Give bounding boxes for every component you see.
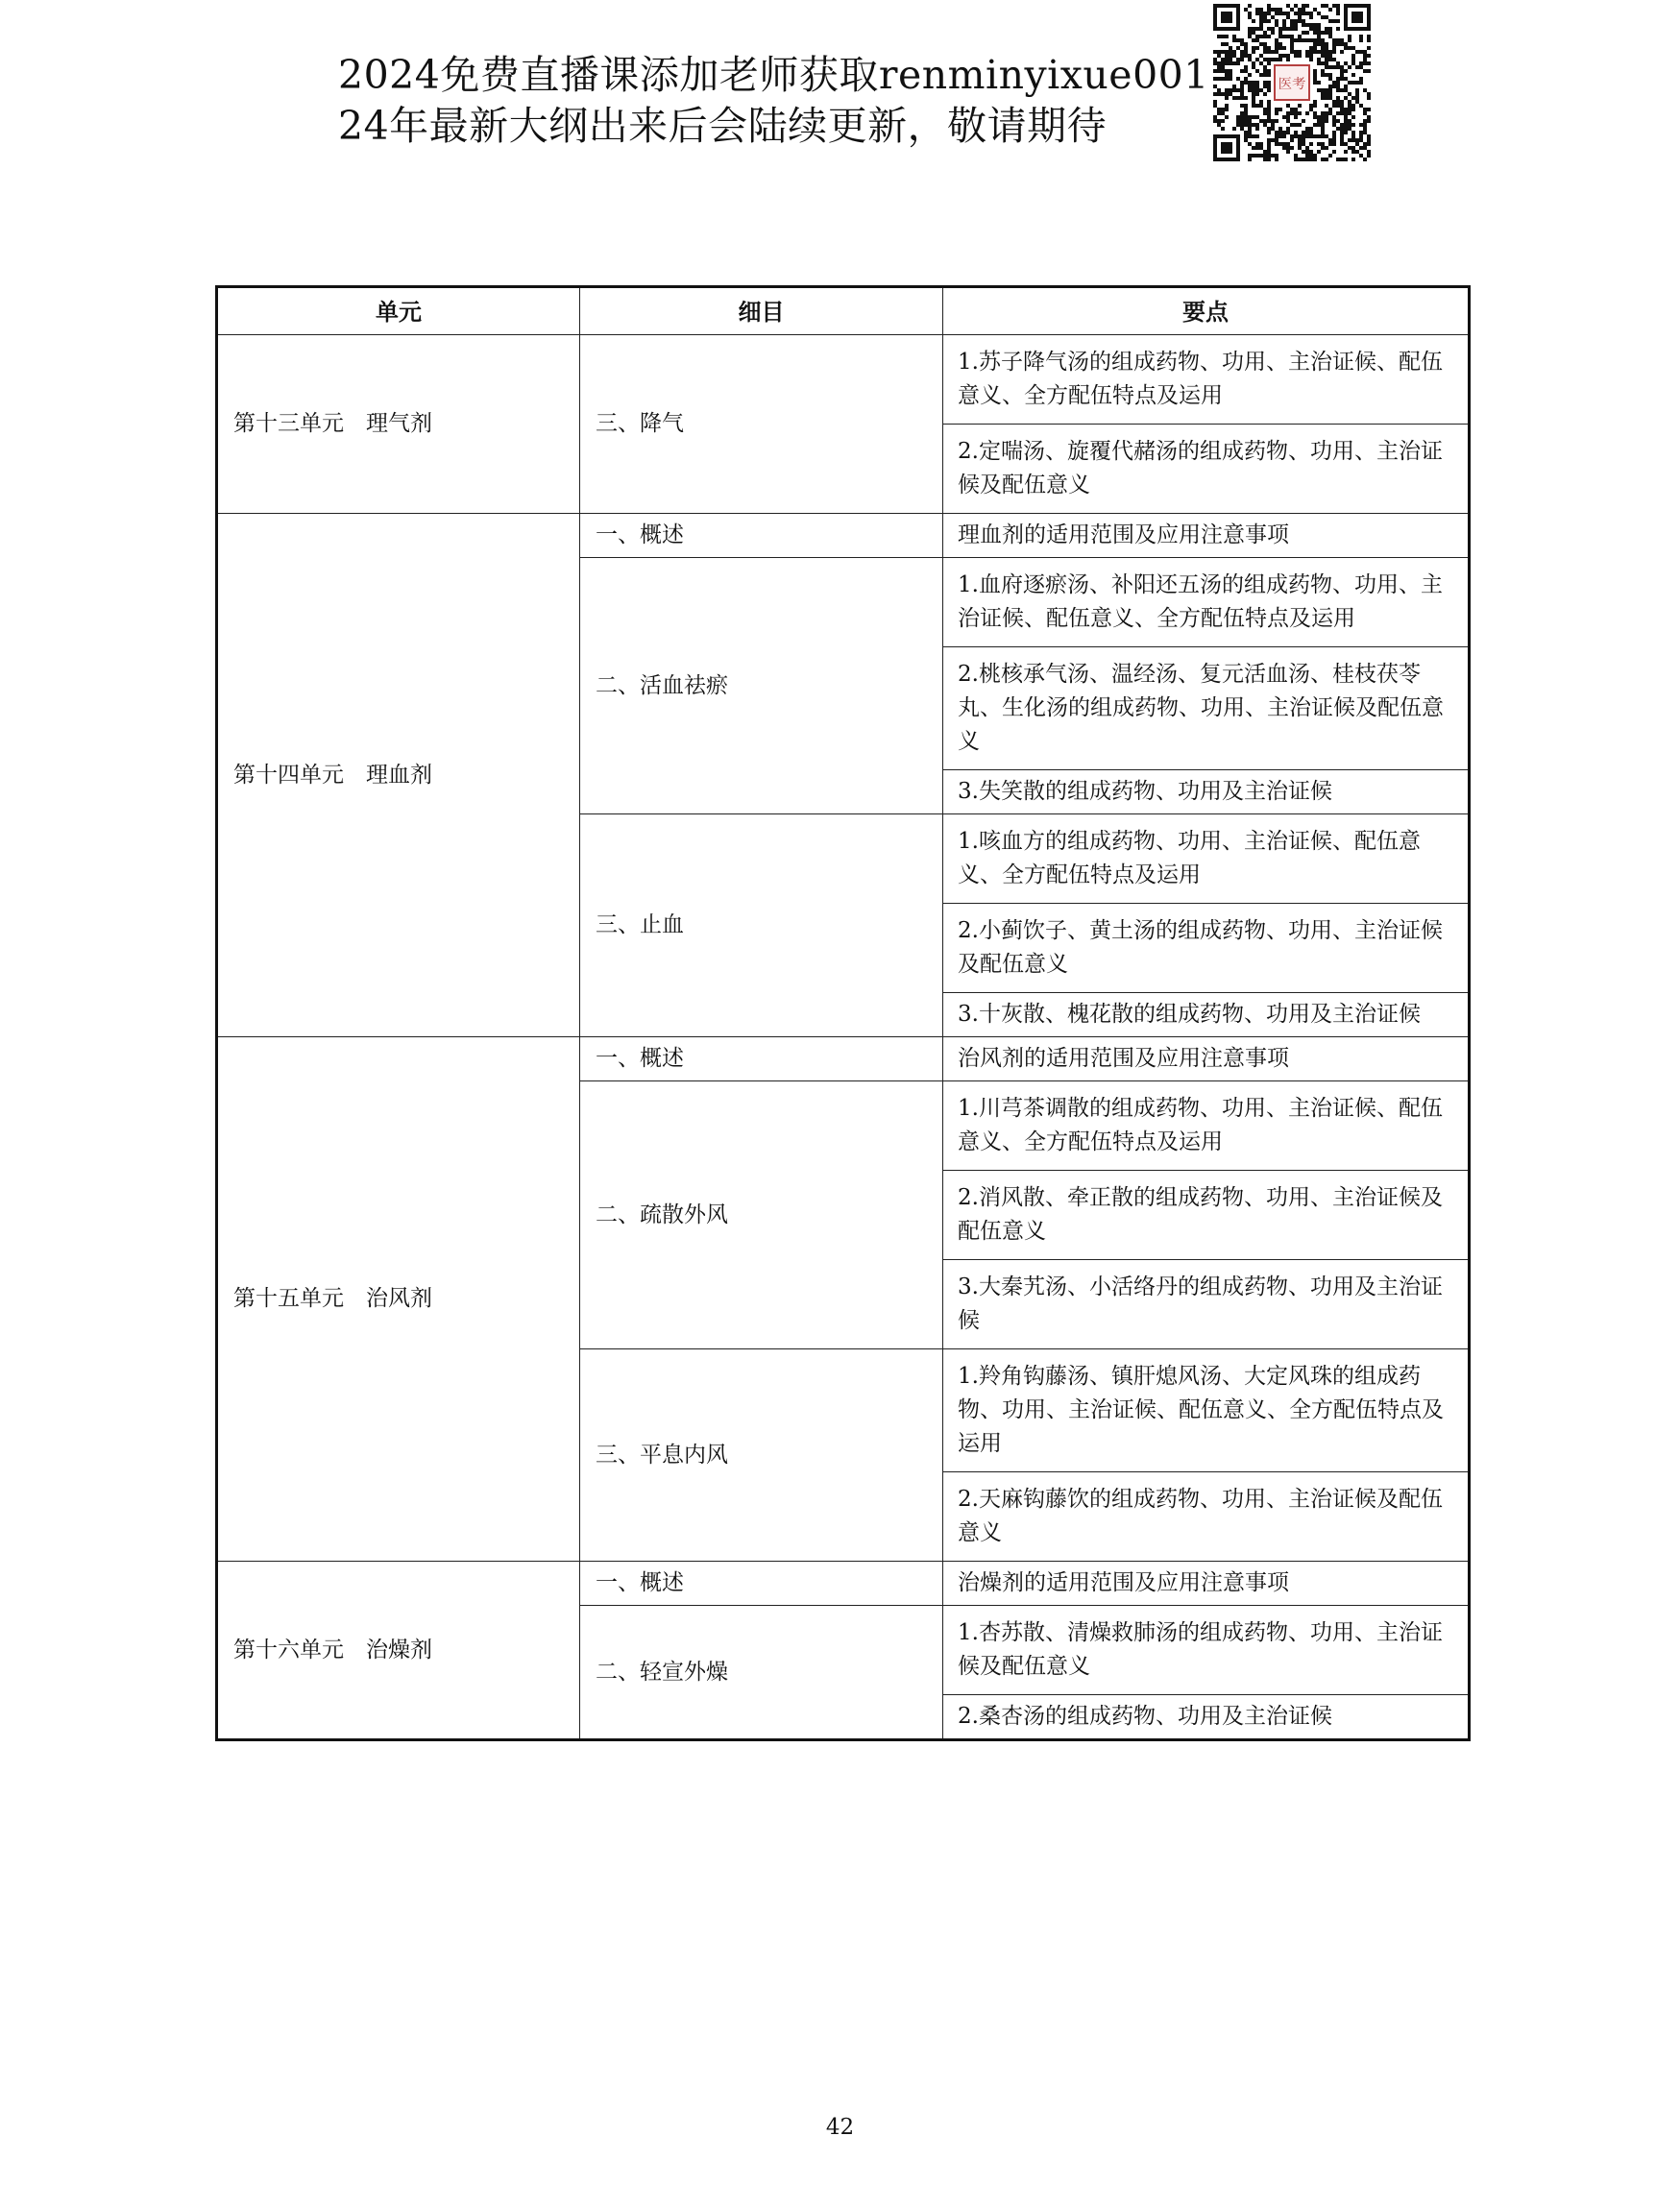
- point-cell: 2.小蓟饮子、黄土汤的组成药物、功用、主治证候及配伍意义: [943, 904, 1470, 993]
- page-number: 42: [825, 2115, 855, 2140]
- column-header-unit: 单元: [217, 287, 580, 335]
- point-cell: 1.血府逐瘀汤、补阳还五汤的组成药物、功用、主治证候、配伍意义、全方配伍特点及运用: [943, 558, 1470, 647]
- unit-cell: 第十三单元 理气剂: [217, 335, 580, 514]
- unit-cell: 第十六单元 治燥剂: [217, 1562, 580, 1740]
- header-line-1: 2024免费直播课添加老师获取renminyixue001: [338, 52, 1209, 98]
- column-header-points: 要点: [943, 287, 1470, 335]
- table-row: [217, 1562, 1470, 1606]
- point-cell: 3.大秦艽汤、小活络丹的组成药物、功用及主治证候: [943, 1260, 1470, 1349]
- point-cell: 2.桑杏汤的组成药物、功用及主治证候: [943, 1695, 1470, 1740]
- point-cell: 2.桃核承气汤、温经汤、复元活血汤、桂枝茯苓丸、生化汤的组成药物、功用、主治证候及配伍意义: [943, 647, 1470, 770]
- page-header: [338, 50, 1209, 152]
- point-cell: 3.失笑散的组成药物、功用及主治证候: [943, 770, 1470, 814]
- qr-code-icon: [1213, 4, 1371, 161]
- table-row: [217, 1037, 1470, 1081]
- header-line-2: 24年最新大纲出来后会陆续更新，敬请期待: [338, 103, 1108, 149]
- table-row: [217, 335, 1470, 425]
- table-row: [217, 514, 1470, 558]
- point-cell: 2.天麻钩藤饮的组成药物、功用、主治证候及配伍意义: [943, 1472, 1470, 1562]
- column-header-subject: 细目: [580, 287, 943, 335]
- table-header-row: [217, 287, 1470, 335]
- point-cell: 理血剂的适用范围及应用注意事项: [943, 514, 1470, 558]
- subject-cell: 二、活血祛瘀: [580, 558, 943, 814]
- subject-cell: 二、疏散外风: [580, 1081, 943, 1349]
- point-cell: 3.十灰散、槐花散的组成药物、功用及主治证候: [943, 993, 1470, 1037]
- subject-cell: 二、轻宣外燥: [580, 1606, 943, 1740]
- unit-cell: 第十四单元 理血剂: [217, 514, 580, 1037]
- point-cell: 治燥剂的适用范围及应用注意事项: [943, 1562, 1470, 1606]
- subject-cell: 三、平息内风: [580, 1349, 943, 1562]
- qr-logo-text: 医考: [1278, 77, 1306, 92]
- point-cell: 1.川芎茶调散的组成药物、功用、主治证候、配伍意义、全方配伍特点及运用: [943, 1081, 1470, 1171]
- point-cell: 2.消风散、牵正散的组成药物、功用、主治证候及配伍意义: [943, 1171, 1470, 1260]
- syllabus-table: [215, 285, 1471, 1741]
- point-cell: 1.苏子降气汤的组成药物、功用、主治证候、配伍意义、全方配伍特点及运用: [943, 335, 1470, 425]
- unit-cell: 第十五单元 治风剂: [217, 1037, 580, 1562]
- point-cell: 1.咳血方的组成药物、功用、主治证候、配伍意义、全方配伍特点及运用: [943, 814, 1470, 904]
- point-cell: 治风剂的适用范围及应用注意事项: [943, 1037, 1470, 1081]
- subject-cell: 三、降气: [580, 335, 943, 514]
- subject-cell: 一、概述: [580, 1562, 943, 1606]
- point-cell: 2.定喘汤、旋覆代赭汤的组成药物、功用、主治证候及配伍意义: [943, 425, 1470, 514]
- point-cell: 1.杏苏散、清燥救肺汤的组成药物、功用、主治证候及配伍意义: [943, 1606, 1470, 1695]
- subject-cell: 一、概述: [580, 514, 943, 558]
- subject-cell: 一、概述: [580, 1037, 943, 1081]
- subject-cell: 三、止血: [580, 814, 943, 1037]
- point-cell: 1.羚角钩藤汤、镇肝熄风汤、大定风珠的组成药物、功用、主治证候、配伍意义、全方配伍特点及运用: [943, 1349, 1470, 1472]
